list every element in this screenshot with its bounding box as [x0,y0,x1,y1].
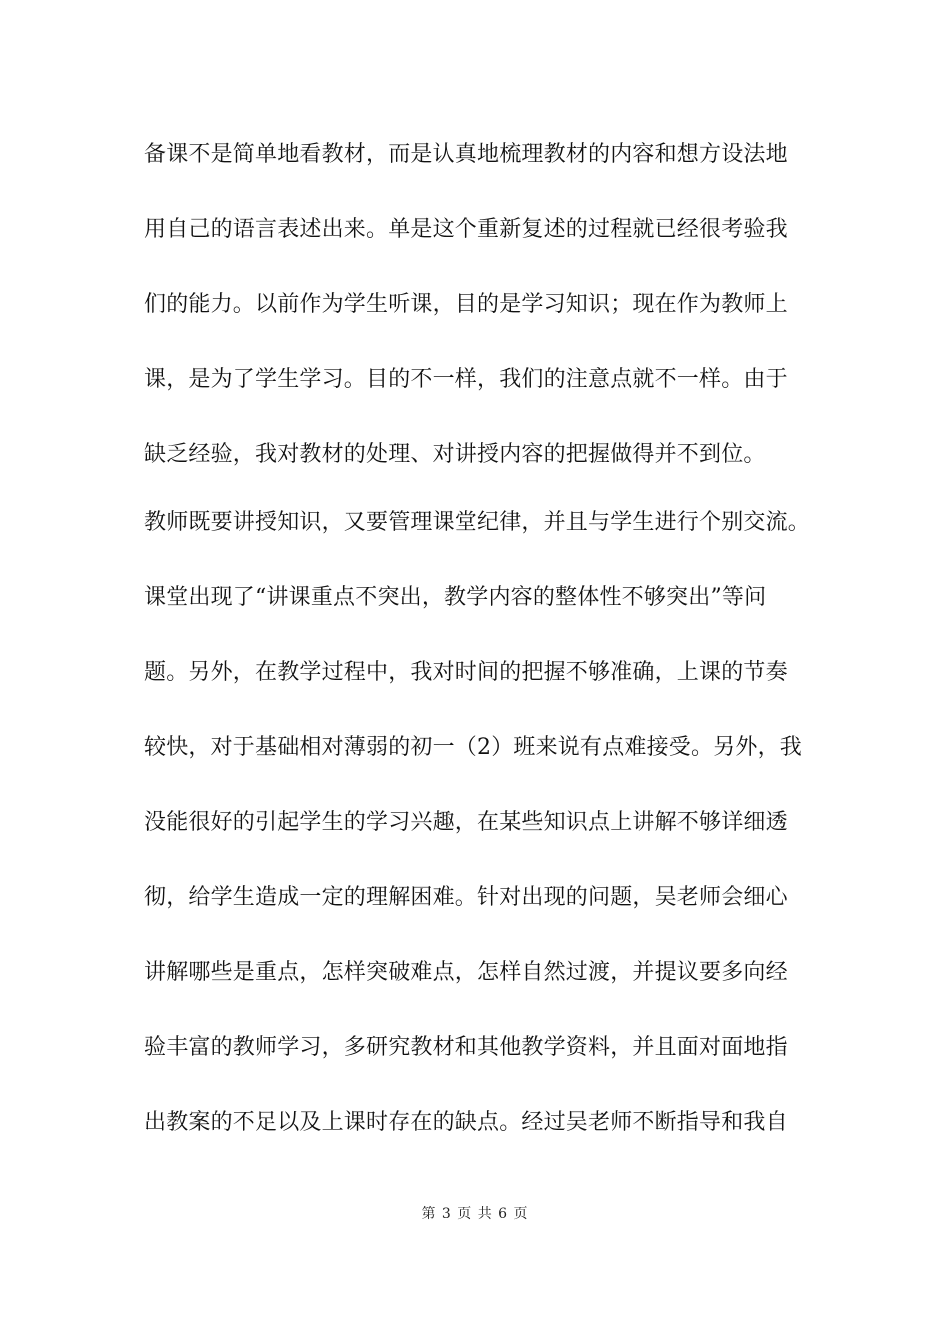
paragraph-line: 课堂出现了“讲课重点不突出，教学内容的整体性不够突出”等问 [144,585,767,610]
paragraph-line: 题。另外，在教学过程中，我对时间的把握不够准确，上课的节奏 [144,660,788,685]
paragraph-line: 用自己的语言表述出来。单是这个重新复述的过程就已经很考验我 [144,217,788,242]
paragraph-line: 没能很好的引起学生的学习兴趣，在某些知识点上讲解不够详细透 [144,810,788,835]
paragraph-line: 备课不是简单地看教材，而是认真地梳理教材的内容和想方设法地 [144,142,788,167]
paragraph-line: 出教案的不足以及上课时存在的缺点。经过吴老师不断指导和我自 [144,1110,788,1135]
paragraph-line: 课，是为了学生学习。目的不一样，我们的注意点就不一样。由于 [144,367,788,392]
paragraph-line: 较快，对于基础相对薄弱的初一（2）班来说有点难接受。另外，我 [144,735,802,760]
paragraph-line: 验丰富的教师学习，多研究教材和其他教学资料，并且面对面地指 [144,1035,788,1060]
page-footer [0,1204,950,1224]
paragraph-line: 教师既要讲授知识，又要管理课堂纪律，并且与学生进行个别交流。 [144,510,811,535]
paragraph-line: 缺乏经验，我对教材的处理、对讲授内容的把握做得并不到位。 [144,442,766,467]
paragraph-line: 彻，给学生造成一定的理解困难。针对出现的问题，吴老师会细心 [144,885,788,910]
paragraph-line: 们的能力。以前作为学生听课，目的是学习知识；现在作为教师上 [144,292,788,317]
page-number: 第 3 页 共 6 页 [421,1206,529,1222]
paragraph-line: 讲解哪些是重点，怎样突破难点，怎样自然过渡，并提议要多向经 [144,960,788,985]
